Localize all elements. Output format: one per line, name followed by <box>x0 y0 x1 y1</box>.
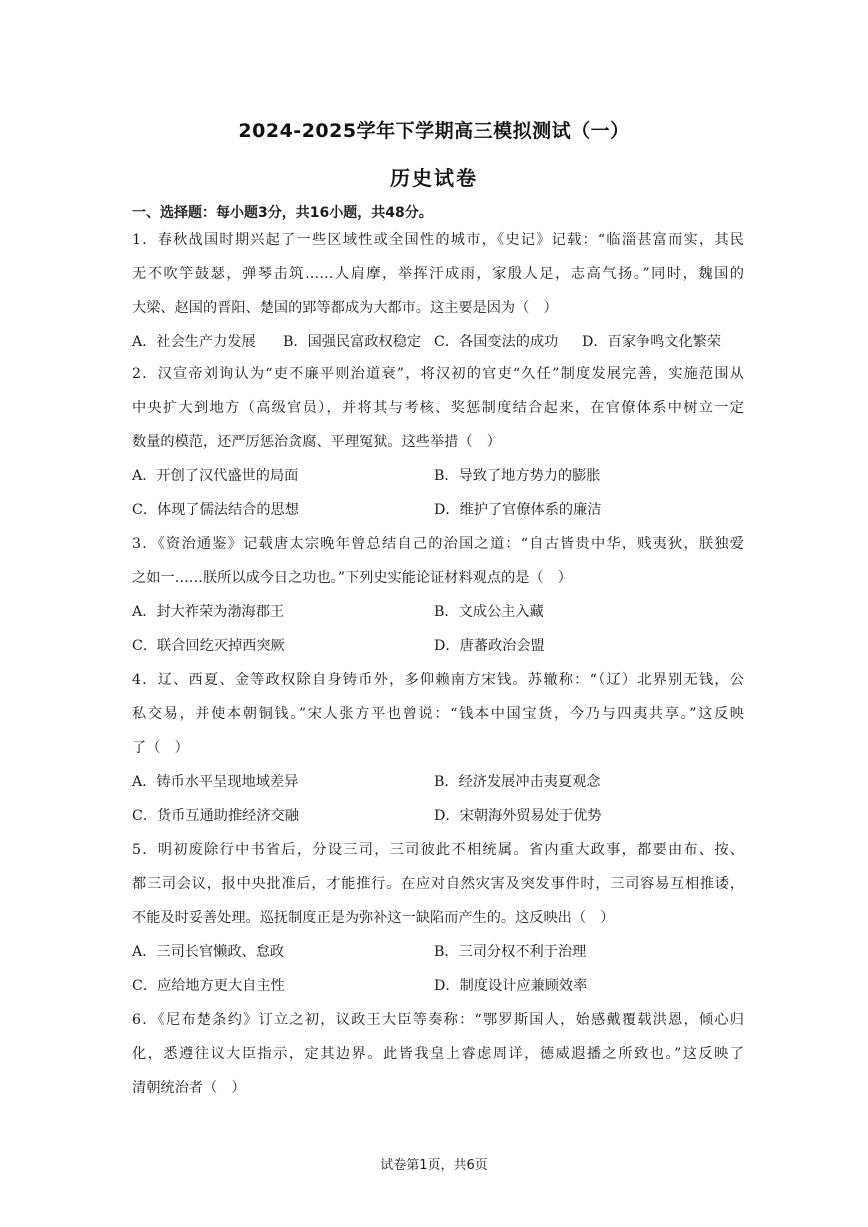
q5-option-b: B．三司分权不利于治理 <box>434 944 587 960</box>
q1-line-2: 无不吹竽鼓瑟，弹琴击筑……人肩摩，举挥汗成雨，家殷人足，志高气扬。”同时，魏国的 <box>132 266 744 282</box>
q1-line-3: 大梁、赵国的晋阳、楚国的郢等都成为大都市。这主要是因为（ ） <box>132 300 558 316</box>
q5-line-1: 5．明初废除行中书省后，分设三司，三司彼此不相统属。省内重大政事，都要由布、按、 <box>132 842 744 858</box>
q1-option-c: C．各国变法的成功 <box>434 334 559 350</box>
q2-line-2: 中央扩大到地方（高级官员），并将其与考核、奖惩制度结合起来，在官僚体系中树立一定 <box>132 400 744 416</box>
q3-line-1: 3．《资治通鉴》记载唐太宗晚年曾总结自己的治国之道：“自古皆贵中华，贱夷狄，朕独爱 <box>132 536 744 552</box>
page-footer: 试卷第1页，共6页 <box>380 1158 488 1173</box>
q6-line-3: 清朝统治者（ ） <box>132 1080 246 1096</box>
q2-option-b: B．导致了地方势力的膨胀 <box>434 468 601 484</box>
q1-option-b: B．国强民富政权稳定 <box>283 334 422 350</box>
q5-line-2: 都三司会议，报中央批准后，才能推行。在应对自然灾害及突发事件时，三司容易互相推诿， <box>132 876 744 892</box>
q6-line-2: 化，悉遵往议大臣指示，定其边界。此皆我皇上睿虑周详，德威遐播之所致也。”这反映了 <box>132 1046 744 1062</box>
q5-option-a: A．三司长官懒政、怠政 <box>132 944 285 960</box>
q2-line-1: 2．汉宣帝刘询认为“吏不廉平则治道衰”，将汉初的官吏“久任”制度发展完善，实施范围从 <box>132 366 744 382</box>
exam-title: 2024-2025学年下学期高三模拟测试（一） <box>238 120 630 142</box>
q1-option-a: A．社会生产力发展 <box>132 334 256 350</box>
q1-line-1: 1．春秋战国时期兴起了一些区域性或全国性的城市，《史记》记载：“临淄甚富而实，其民 <box>132 232 744 248</box>
q2-line-3: 数量的模范，还严厉惩治贪腐、平理冤狱。这些举措（ ） <box>132 434 501 450</box>
q4-option-b: B．经济发展冲击夷夏观念 <box>434 774 601 790</box>
q2-option-d: D．维护了官僚体系的廉洁 <box>434 502 602 518</box>
q2-option-c: C．体现了儒法结合的思想 <box>132 502 299 518</box>
q5-option-d: D．制度设计应兼顾效率 <box>434 978 588 994</box>
q3-option-d: D．唐蕃政治会盟 <box>434 638 545 654</box>
exam-subtitle: 历史试卷 <box>390 166 478 190</box>
q3-option-a: A．封大祚荣为渤海郡王 <box>132 604 285 620</box>
q3-option-b: B．文成公主入藏 <box>434 604 544 620</box>
q3-option-c: C．联合回纥灭掉西突厥 <box>132 638 285 654</box>
q6-line-1: 6．《尼布楚条约》订立之初，议政王大臣等奏称：“鄂罗斯国人，始感戴覆载洪恩，倾心归 <box>132 1012 744 1028</box>
q4-line-3: 了（ ） <box>132 740 189 756</box>
q4-line-2: 私交易，并使本朝铜钱。”宋人张方平也曾说：“钱本中国宝货，今乃与四夷共享。”这反映 <box>132 706 744 722</box>
section-heading: 一、选择题：每小题3分，共16小题，共48分。 <box>132 205 433 221</box>
q5-option-c: C．应给地方更大自主性 <box>132 978 285 994</box>
q2-option-a: A．开创了汉代盛世的局面 <box>132 468 299 484</box>
q5-line-3: 不能及时妥善处理。巡抚制度正是为弥补这一缺陷而产生的。这反映出（ ） <box>132 910 615 926</box>
q4-option-a: A．铸币水平呈现地域差异 <box>132 774 299 790</box>
q4-option-c: C．货币互通助推经济交融 <box>132 808 299 824</box>
q3-line-2: 之如一……朕所以成今日之功也。”下列史实能论证材料观点的是（ ） <box>132 570 572 586</box>
q1-option-d: D．百家争鸣文化繁荣 <box>582 334 722 350</box>
q4-line-1: 4．辽、西夏、金等政权除自身铸币外，多仰赖南方宋钱。苏辙称：“（辽）北界别无钱，公 <box>132 672 744 688</box>
q4-option-d: D．宋朝海外贸易处于优势 <box>434 808 602 824</box>
